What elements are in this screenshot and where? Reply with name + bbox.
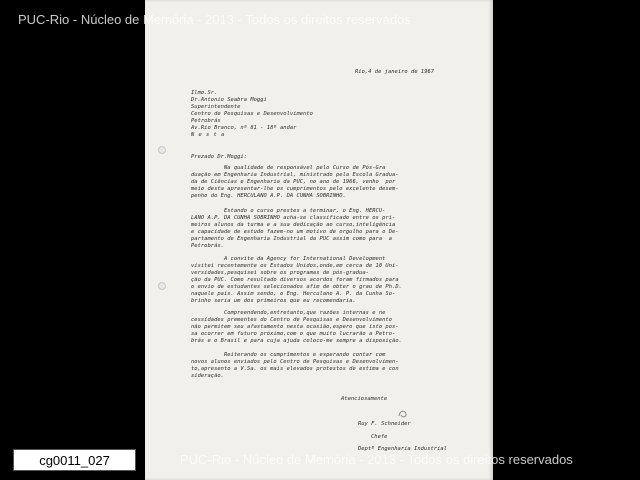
text-line: partamento de Engenharia Industrial da PUC assim como para a bbox=[191, 236, 393, 242]
text-line: não permitem seu afastamento nesta ocasião,espero que isto pos- bbox=[191, 324, 399, 330]
text-line: novos alunos enviados pelo Centro de Pesquisas e Desenvolvimen- bbox=[191, 359, 399, 365]
letter-closing: Atenciosamente bbox=[341, 396, 388, 402]
text-line: sideração. bbox=[191, 373, 224, 379]
signature-mark bbox=[397, 408, 409, 420]
signature-department: Deptº Engenharia Industrial bbox=[358, 446, 447, 452]
text-line: Estando o curso prestes a terminar, o Eng. HERCU- bbox=[191, 208, 386, 214]
address-line: Dr.Antonio Seabra Moggi bbox=[191, 97, 267, 103]
text-line: cessidades prementes do Centro de Pesquisas e Desenvolvimento bbox=[191, 317, 393, 323]
text-line: Compreendendo,entretanto,que razões internas e ne bbox=[191, 310, 386, 316]
text-line: Petrobrás. bbox=[191, 243, 224, 249]
address-line: Ilmo.Sr. bbox=[191, 90, 218, 96]
text-line: duação em Engenharia Industrial, ministrado pela Escola Gradua- bbox=[191, 172, 399, 178]
text-line: to,apresento a V.Sa. os mais elevados protestos de estima e con bbox=[191, 366, 399, 372]
text-line: naquele país. Assim sendo, o Eng. Herculano A. P. da Cunha So- bbox=[191, 291, 396, 297]
letter-date: Rio,4 de janeiro de 1967 bbox=[355, 69, 435, 75]
text-line: Reiterando os cumprimentos e esperando contar com bbox=[191, 352, 386, 358]
signature-title: Chefe bbox=[371, 434, 388, 440]
text-line: LANO A.P. DA CUNHA SOBRINHO acha-se classificado entre os pri- bbox=[191, 215, 396, 221]
watermark-top: PUC-Rio - Núcleo de Memória - 2013 - Todos os direitos reservados bbox=[18, 12, 411, 27]
text-line: e capacidade de estudo fazem-no um motivo de orgulho para o De- bbox=[191, 229, 399, 235]
text-line: A convite da Agency for International Development bbox=[191, 256, 386, 262]
document-id-label: cg0011_027 bbox=[13, 449, 136, 471]
text-line: Na qualidade de responsável pelo Curso de Pós-Gra bbox=[191, 165, 386, 171]
text-line: o envio de estudantes selecionados afim de obter o grau de Ph.D. bbox=[191, 284, 402, 290]
letter-salutation: Prezado Dr.Moggi: bbox=[191, 154, 248, 160]
signature-name: Ruy F. Schneider bbox=[358, 421, 411, 427]
text-line: brás e o Brasil e para cuja ajuda coloco-me sempre a disposição. bbox=[191, 338, 402, 344]
address-line: Centro de Pesquisas e Desenvolvimento bbox=[191, 111, 313, 117]
text-line: da de Ciências e Engenharia da PUC, no ano de 1966, venho por bbox=[191, 179, 396, 185]
text-line: penho do Eng. HERCULANO A.P. DA CUNHA SOBRINHO. bbox=[191, 193, 346, 199]
address-line: Petrobrás bbox=[191, 118, 221, 124]
text-line: brinho seria um dos primeiros que eu recomendaria. bbox=[191, 298, 356, 304]
text-line: ção da PUC. Como resultado diversos acordos foram firmados para bbox=[191, 277, 399, 283]
text-line: versidades,pesquisei sobre os programas de pós-gradua- bbox=[191, 270, 369, 276]
text-line: meio desta apresentar-lhe os cumprimentos pelo excelente desem- bbox=[191, 186, 399, 192]
punch-hole bbox=[158, 282, 166, 290]
text-line: visitei recentemente os Estados Unidos,onde,em cerca de 10 Uni- bbox=[191, 263, 399, 269]
text-line: sa ocorrer em futuro próximo,com o que muito lucrarão a Petro- bbox=[191, 331, 396, 337]
address-line: N e s t a bbox=[191, 132, 225, 138]
punch-hole bbox=[158, 146, 166, 154]
address-line: Av.Rio Branco, nº 81 - 18º andar bbox=[191, 125, 297, 131]
watermark-bottom: PUC-Rio - Núcleo de Memória - 2013 - Todos os direitos reservados bbox=[180, 452, 573, 467]
text-line: meiros alunos da turma e a sua dedicação ao curso,inteligência bbox=[191, 222, 396, 228]
address-line: Superintendente bbox=[191, 104, 241, 110]
